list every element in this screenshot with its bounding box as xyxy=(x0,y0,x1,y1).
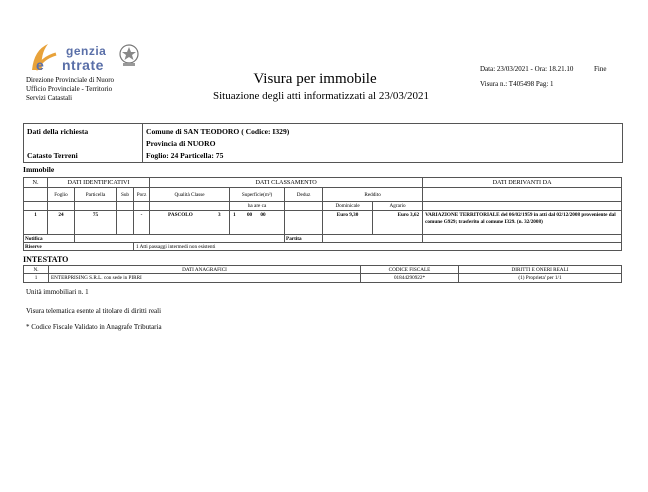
exempt-note: Visura telematica esente al titolare di diritti reali xyxy=(26,307,162,315)
h-superficie-units: ha are ca xyxy=(230,202,285,211)
notifica-label: Notifica xyxy=(24,235,75,243)
logo-text-bottom: ntrate xyxy=(62,57,104,73)
row-qualita-cell xyxy=(150,211,230,235)
row-n: 1 xyxy=(24,211,48,235)
row-deduz xyxy=(285,211,323,235)
h-sub: Sub xyxy=(117,188,134,202)
units-count: Unità immobiliari n. 1 xyxy=(26,288,89,296)
h-foglio: Foglio xyxy=(48,188,75,202)
emblem-icon xyxy=(118,42,140,68)
riserve-label: Riserve xyxy=(24,243,134,251)
row-foglio: 24 xyxy=(48,211,75,235)
h-deduz: Deduz xyxy=(285,188,323,202)
office-line-3: Servizi Catastali xyxy=(26,94,73,102)
h-porz: Porz xyxy=(134,188,150,202)
int-row-diritti: (1) Proprieta' per 1/1 xyxy=(459,274,622,283)
row-porz: - xyxy=(134,211,150,235)
request-provincia: Provincia di NUORO xyxy=(146,139,216,148)
col-n: N. xyxy=(24,178,48,188)
date-line: Data: 23/03/2021 - Ora: 18.21.10 xyxy=(480,65,574,73)
int-row-cf: 01844290922* xyxy=(361,274,459,283)
blank-cell xyxy=(24,188,48,202)
intestato-row xyxy=(24,274,622,283)
blank-cell xyxy=(285,202,323,211)
h-agrario: Agrario xyxy=(373,202,423,211)
end-label: Fine xyxy=(594,65,607,73)
row-sub xyxy=(117,211,134,235)
logo-swoosh-icon xyxy=(26,40,66,76)
group-identificativi: DATI IDENTIFICATIVI xyxy=(48,178,150,188)
intestato-table xyxy=(23,265,621,283)
row-classe: 3 xyxy=(218,212,221,218)
group-classamento: DATI CLASSAMENTO xyxy=(150,178,423,188)
row-particella: 75 xyxy=(75,211,117,235)
blank-cell xyxy=(150,202,230,211)
h-particella: Particella xyxy=(75,188,117,202)
blank-cell xyxy=(24,202,48,211)
row-ha: 1 xyxy=(233,212,236,218)
row-dominicale: Euro 9,30 xyxy=(323,211,373,235)
row-derivanti: VARIAZIONE TERRITORIALE del 06/02/1959 in atti dal 02/12/2008 proveniente dal comune G929; trasferito al comune I329. (n. 32/2008) xyxy=(423,211,622,235)
intestato-section-label: INTESTATO xyxy=(23,255,69,264)
h-cf: CODICE FISCALE xyxy=(361,266,459,274)
group-derivanti: DATI DERIVANTI DA xyxy=(423,178,622,188)
request-box xyxy=(23,123,623,163)
request-label: Dati della richiesta xyxy=(27,127,89,136)
page-subtitle: Situazione degli atti informatizzati al 23/03/2021 xyxy=(213,90,429,102)
h-superficie: Superficie(m²) xyxy=(230,188,285,202)
office-line-2: Ufficio Provinciale - Territorio xyxy=(26,85,113,93)
blank-cell xyxy=(134,202,150,211)
partita-value xyxy=(323,235,423,243)
h-anagrafici: DATI ANAGRAFICI xyxy=(49,266,361,274)
request-divider xyxy=(142,124,143,162)
row-superficie-cell xyxy=(230,211,285,235)
request-foglio: Foglio: 24 Particella: 75 xyxy=(146,151,224,160)
immobile-row xyxy=(24,211,622,235)
notifica-value xyxy=(75,235,285,243)
row-qualita: PASCOLO xyxy=(168,212,193,218)
riserve-text: 1 Atti passaggi intermedi non esistenti xyxy=(134,243,622,251)
h-reddito: Reddito xyxy=(323,188,423,202)
blank-cell xyxy=(117,202,134,211)
page-title: Visura per immobile xyxy=(253,71,377,87)
int-row-anagrafici: ENTERPRISING S.R.L. con sede in PIRRI xyxy=(49,274,361,283)
office-line-1: Direzione Provinciale di Nuoro xyxy=(26,76,115,84)
blank-cell xyxy=(423,235,622,243)
request-comune: Comune di SAN TEODORO ( Codice: I329) xyxy=(146,127,290,136)
h-diritti: DIRITTI E ONERI REALI xyxy=(459,266,622,274)
visura-line: Visura n.: T405498 Pag: 1 xyxy=(480,80,554,88)
h-int-n: N. xyxy=(24,266,49,274)
cf-note: * Codice Fiscale Validato in Anagrafe Tributaria xyxy=(26,323,162,331)
blank-cell xyxy=(423,202,622,211)
h-dominicale: Dominicale xyxy=(323,202,373,211)
int-row-n: 1 xyxy=(24,274,49,283)
row-are: 00 xyxy=(246,212,253,218)
row-agrario: Euro 3,62 xyxy=(373,211,423,235)
blank-cell xyxy=(48,202,75,211)
blank-cell xyxy=(423,188,622,202)
blank-cell xyxy=(75,202,117,211)
row-ca: 00 xyxy=(260,212,266,218)
immobile-section-label: Immobile xyxy=(23,165,55,174)
immobile-table xyxy=(23,177,621,251)
request-catasto: Catasto Terreni xyxy=(27,151,78,160)
h-qualita: Qualità Classe xyxy=(150,188,230,202)
partita-label: Partita xyxy=(285,235,323,243)
svg-text:e: e xyxy=(36,57,44,73)
agency-logo xyxy=(26,40,146,76)
logo-text-top: genzia xyxy=(66,44,107,58)
